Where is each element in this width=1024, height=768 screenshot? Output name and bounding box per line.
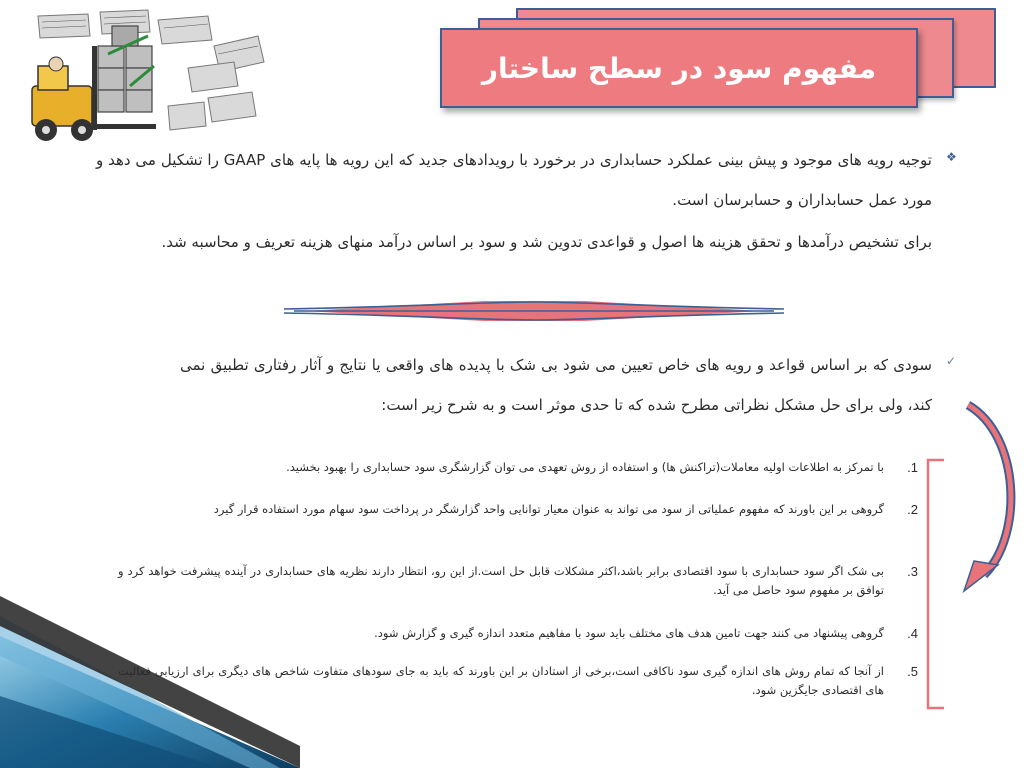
forklift-boxes-illustration [8,6,268,156]
list-item-number: 1. [907,460,918,475]
curved-arrow-icon [950,395,1020,605]
paragraph-revenue-recognition: برای تشخیص درآمدها و تحقق هزینه ها اصول و قواعدی تدوین شد و سود بر اساس درآمد منهای هزینه تعریف و محاسبه شد. [161,233,932,251]
list-item-text: با تمرکز به اطلاعات اولیه معاملات(تراکنش ها) و استفاده از روش تعهدی می توان گزارشگری سود حسابداری را بهبود بخشید. [286,460,884,474]
checkmark-bullet-icon: ✓ [946,354,957,368]
list-item-number: 4. [907,626,918,641]
list-item-number: 5. [907,664,918,679]
title-box [440,28,918,108]
list-item-number: 3. [907,564,918,579]
list-item [118,500,918,562]
list-item-text: از آنجا که تمام روش های اندازه گیری سود ناکافی است،برخی از استادان بر این باورند که باید به جای سودهای متفاوت شاخص های دیگری برای ارزیابی فعالیت های اقتصادی جایگزین شود. [118,664,884,697]
paragraph-approaches-intro: سودی که بر اساس قواعد و رویه های خاص تعیین می شود بی شک با پدیده های واقعی یا نتایج و آثار رفتاری تطبیق نمی کند، ولی برای حل مشکل نظراتی مطرح شده که تا حدی موثر است و به شرح زیر است: [180,356,932,414]
list-item-text: بی شک اگر سود حسابداری با سود اقتصادی برابر باشد،اکثر مشکلات قابل حل است.از این رو، انتظار دارند نظریه های حسابداری در آینده پیشرفت خواهد کرد و توافق بر مفهوم سود حاصل می آید. [118,564,884,597]
decorative-divider [284,298,784,324]
list-item-text: گروهی پیشنهاد می کنند جهت تامین هدف های مختلف باید سود با مفاهیم متعدد اندازه گیری و گزارش شود. [374,626,884,640]
page-title: مفهوم سود در سطح ساختار [481,51,877,85]
bracket [922,456,948,716]
paragraph-gaap: توجیه رویه های موجود و پیش بینی عملکرد حسابداری در برخورد با رویدادهای جدید که این رویه ها پایه های GAAP را تشکیل می دهد و مورد عمل حسابداران و حسابرسان است. [96,151,932,209]
diamond-bullet-icon: ❖ [946,150,957,164]
numbered-list [118,458,918,704]
list-item [118,624,918,662]
list-item [118,662,918,704]
list-item-text: گروهی بر این باورند که مفهوم عملیاتی از سود می تواند به عنوان معیار توانایی واحد گزارشگر در پرداخت سود سهام مورد استفاده قرار گیرد [213,502,884,516]
list-item-number: 2. [907,502,918,517]
list-item [118,458,918,500]
list-item [118,562,918,624]
